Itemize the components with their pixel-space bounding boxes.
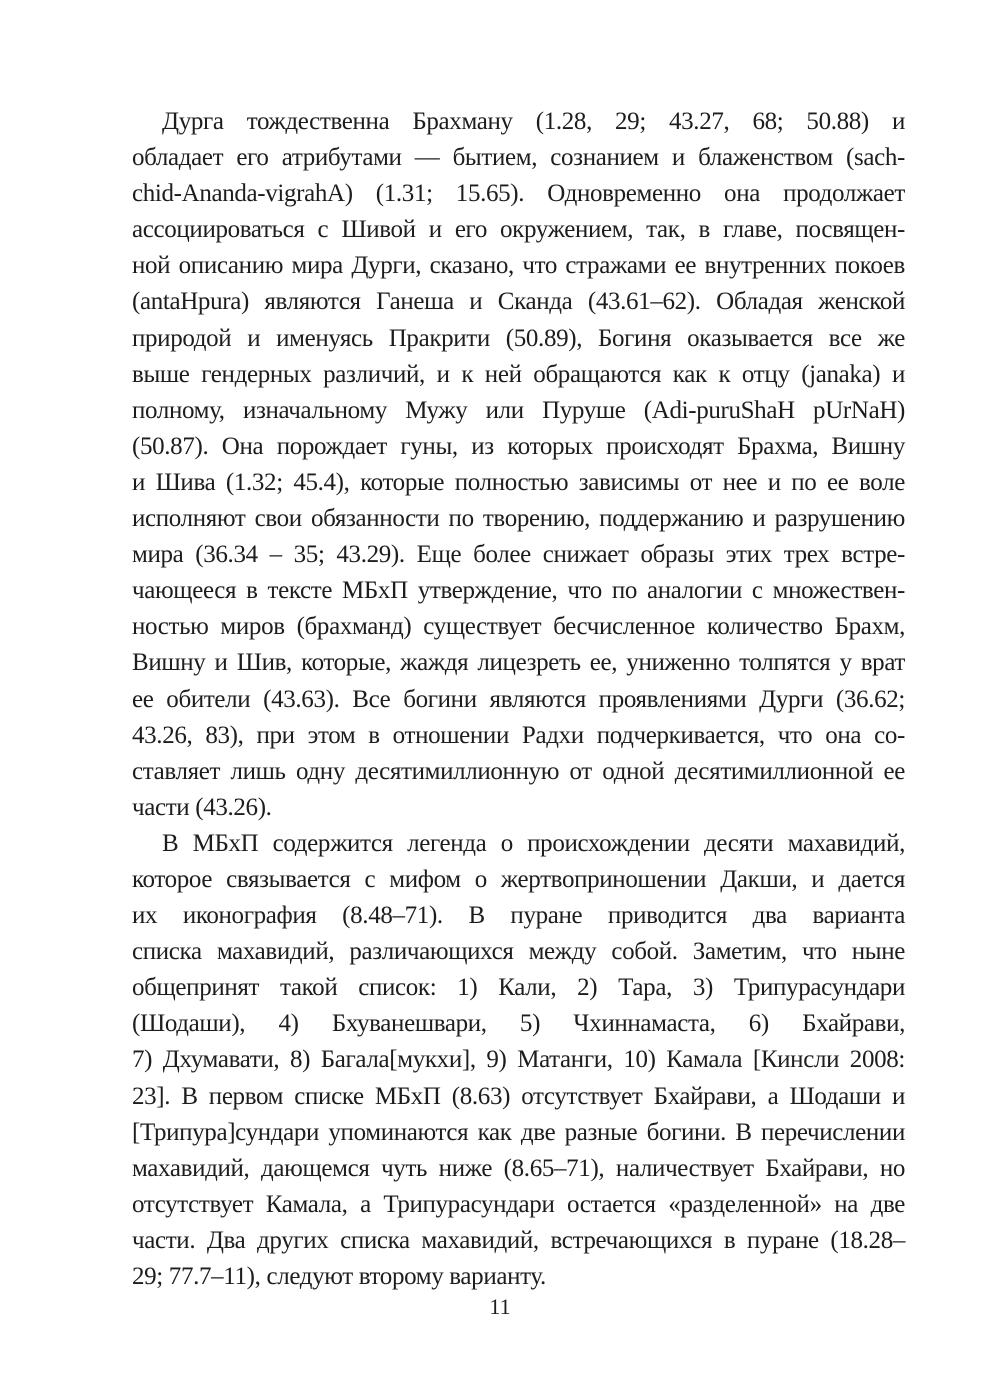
text-line: (Шодаши), 4) Бхуванешвари, 5) Чхиннамаста, 6) Бхайрави, xyxy=(132,1010,905,1038)
text-line: чающееся в тексте МБхП утверждение, что по аналогии с множествен- xyxy=(132,577,905,605)
text-line: выше гендерных различий, и к ней обращаются как к отцу (janaka) и xyxy=(132,360,905,388)
text-line: списка махавидий, различающихся между собой. Заметим, что ныне xyxy=(132,938,905,966)
text-line: (50.87). Она порождает гуны, из которых происходят Брахма, Вишну xyxy=(132,432,905,460)
text-line: их иконография (8.48–71). В пуране приводится два варианта xyxy=(132,902,905,930)
text-line: отсутствует Камала, а Трипурасундари остается «разделенной» на две xyxy=(132,1190,905,1218)
text-line: и Шива (1.32; 45.4), которые полностью зависимы от нее и по ее воле xyxy=(132,468,905,496)
text-line: природой и именуясь Пракрити (50.89), Богиня оказывается все же xyxy=(132,324,905,352)
text-line: Дурга тождественна Брахману (1.28, 29; 43.27, 68; 50.88) и xyxy=(162,108,905,135)
text-line: полному, изначальному Мужу или Пуруше (Adi-puruShaH pUrNaH) xyxy=(132,396,905,424)
text-line: которое связывается с мифом о жертвоприношении Дакши, и дается xyxy=(132,865,905,893)
text-line: мира (36.34 – 35; 43.29). Еще более снижает образы этих трех встре- xyxy=(132,541,905,569)
text-line: Вишну и Шив, которые, жаждя лицезреть ее, униженно толпятся у врат xyxy=(132,649,905,677)
text-line: ее обители (43.63). Все богини являются проявлениями Дурги (36.62; xyxy=(132,685,905,713)
text-line: [Трипура]сундари упоминаются как две разные богини. В перечислении xyxy=(132,1118,905,1146)
text-line: 43.26, 83), при этом в отношении Радхи подчеркивается, что она со- xyxy=(132,721,905,749)
text-line: В МБхП содержится легенда о происхождении десяти махавидий, xyxy=(162,829,905,857)
text-line: ной описанию мира Дурги, сказано, что стражами ее внутренних покоев xyxy=(132,252,905,280)
text-line: части (43.26). xyxy=(132,793,272,821)
page-number: 11 xyxy=(489,1294,511,1319)
body-text xyxy=(132,104,905,1295)
text-line: части. Два других списка махавидий, встречающихся в пуране (18.28– xyxy=(132,1226,905,1254)
text-line: ассоциироваться с Шивой и его окружением, так, в главе, посвящен- xyxy=(132,216,905,244)
text-line: махавидий, дающемся чуть ниже (8.65–71), наличествует Бхайрави, но xyxy=(132,1154,905,1182)
text-line: (antaHpura) являются Ганеша и Сканда (43.61–62). Обладая женской xyxy=(132,288,905,316)
text-line: ностью миров (брахманд) существует бесчисленное количество Брахм, xyxy=(132,613,905,641)
paragraph-2 xyxy=(132,826,905,1295)
text-line: обладает его атрибутами — бытием, сознанием и блаженством (sach- xyxy=(132,144,905,172)
text-line: 23]. В первом списке МБхП (8.63) отсутствует Бхайрави, а Шодаши и xyxy=(132,1082,905,1110)
text-line: 7) Дхумавати, 8) Багала[мукхи], 9) Матанги, 10) Камала [Кинсли 2008: xyxy=(132,1046,905,1074)
text-line: 29; 77.7–11), следуют второму варианту. xyxy=(132,1263,546,1290)
text-line: chid-Ananda-vigrahA) (1.31; 15.65). Одновременно она продолжает xyxy=(132,180,905,208)
text-line: ставляет лишь одну десятимиллионную от одной десятимиллионной ее xyxy=(132,757,905,785)
text-line: исполняют свои обязанности по творению, поддержанию и разрушению xyxy=(132,505,905,533)
paragraph-1 xyxy=(132,104,905,826)
text-line: общепринят такой список: 1) Кали, 2) Тара, 3) Трипурасундари xyxy=(132,974,905,1002)
